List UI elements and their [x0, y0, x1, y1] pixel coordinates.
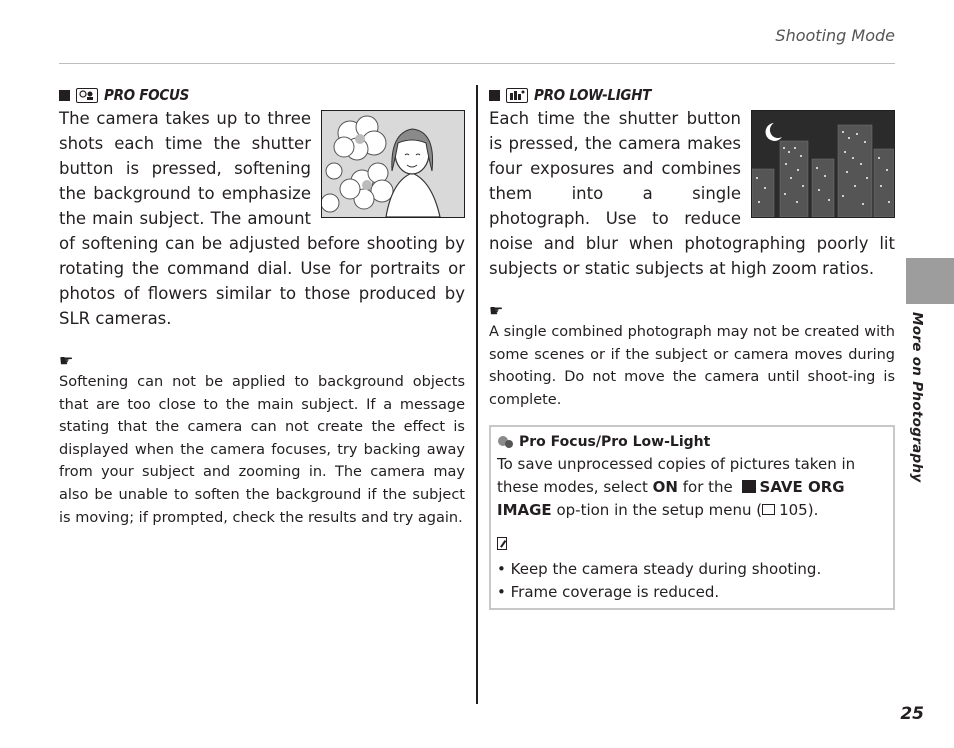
- pro-low-light-caution: A single combined photograph may not be created with some scenes or if the subject or camera moves during shooting. Do not move the camera until shoot-ing is complete.: [489, 324, 895, 408]
- night-city-illustration: [751, 110, 895, 218]
- tip-text: [497, 453, 887, 521]
- caution-hand-icon: ☛: [59, 351, 74, 370]
- memo-icon: [497, 537, 507, 550]
- book-icon: [762, 504, 775, 515]
- caution-hand-icon: ☛: [489, 301, 504, 320]
- tip-text-part: for the: [677, 477, 738, 496]
- portrait-flowers-illustration: [321, 110, 465, 218]
- tip-text-part: op-tion in the setup menu (: [551, 500, 763, 519]
- tip-icon: [497, 435, 515, 449]
- square-bullet-icon: [59, 90, 70, 101]
- tip-text-part: ).: [807, 500, 819, 519]
- section-title: Shooting Mode: [775, 26, 895, 45]
- pro-focus-heading: [59, 84, 465, 106]
- pro-low-light-section: [489, 84, 895, 610]
- tip-title: Pro Focus/Pro Low-Light: [519, 434, 711, 451]
- square-bullet-icon: [489, 90, 500, 101]
- pro-focus-body-text: The camera takes up to three shots each time the shutter button is pressed, softening the background to emphasize the main subject. The amount of softening can be adjusted before shooting by rotating the command dial. Use for portraits or photos of flowers similar to those produced by SLR cameras.: [59, 109, 465, 328]
- tip-heading: [497, 431, 887, 453]
- tip-note-item: • Keep the camera steady during shooting.: [497, 558, 887, 581]
- pro-low-light-title: PRO LOW-LIGHT: [534, 86, 652, 104]
- on-option-label: ON: [652, 477, 678, 496]
- column-divider: [476, 85, 478, 704]
- pro-focus-caution: Softening can not be applied to background objects that are too close to the main subject. If a message stating that the camera can not create the effect is displayed when the camera focuses, try backing away from your subject and zooming in. The camera may also be unable to soften the background if the subject is moving; if prompted, check the results and try again.: [59, 374, 465, 526]
- pro-focus-title: PRO FOCUS: [104, 86, 190, 104]
- pro-low-light-mode-icon: [506, 88, 528, 103]
- chapter-tab: [906, 258, 954, 304]
- page-number: 25: [900, 704, 924, 724]
- pro-low-light-body: [489, 106, 895, 281]
- save-org-image-label: SAVE ORG IMAGE: [497, 477, 845, 519]
- pro-low-light-body-text: Each time the shutter button is pressed, the camera makes four exposures and combines them into a single photograph. Use to reduce noise and blur when photographing poorly lit subjects or static subjects at high zoom ratios.: [489, 109, 895, 278]
- pro-focus-body: [59, 106, 465, 331]
- pro-focus-section: [59, 84, 465, 529]
- chapter-label: More on Photography: [909, 312, 925, 483]
- page-reference: 105: [779, 500, 808, 519]
- tip-text-part: To save unprocessed copies of pictures taken in these modes, select: [497, 455, 856, 496]
- tip-box: [489, 425, 895, 610]
- pro-low-light-heading: [489, 84, 895, 106]
- tip-notes: [497, 558, 887, 604]
- header-divider: [59, 63, 895, 64]
- tip-note-item: • Frame coverage is reduced.: [497, 581, 887, 604]
- save-image-icon: [742, 480, 756, 493]
- pro-focus-mode-icon: [76, 88, 98, 103]
